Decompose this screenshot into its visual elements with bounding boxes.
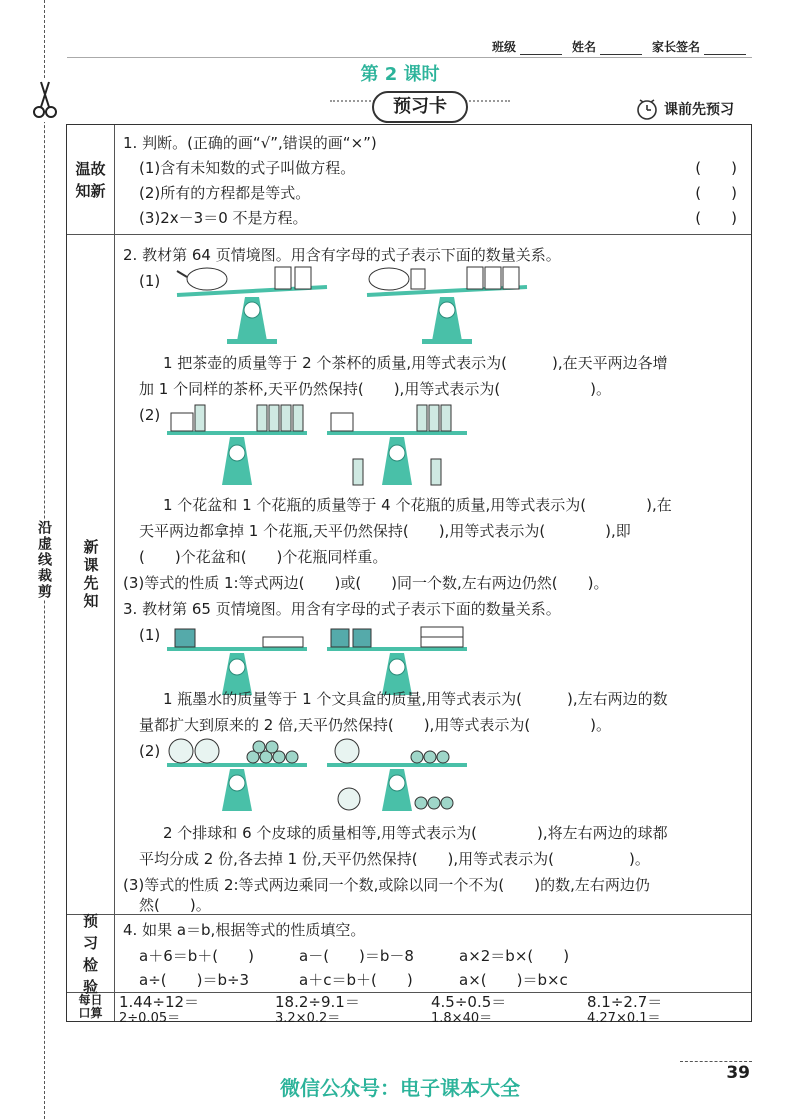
vase — [281, 405, 291, 431]
q4-row-2 — [123, 969, 743, 990]
q4-item: a×2＝b×( ) — [459, 947, 570, 965]
q4-row-1 — [123, 945, 743, 966]
q2-2-line-3: ( )个花盆和( )个花瓶同样重。 — [139, 548, 388, 566]
teapot — [369, 268, 409, 290]
q3-1-line-2: 量都扩大到原来的 2 倍,天平仍然保持( ),用等式表示为( )。 — [139, 716, 612, 734]
q3-2-line-2: 平均分成 2 份,各去掉 1 份,天平仍然保持( ),用等式表示为( )。 — [139, 850, 650, 868]
cup — [411, 269, 425, 289]
header-divider — [67, 57, 752, 58]
cup — [295, 267, 311, 289]
preread-badge — [635, 97, 734, 121]
ink-balance-picture — [167, 619, 597, 699]
pencil-case — [263, 637, 303, 647]
lesson-title: 第 2 课时 — [360, 64, 440, 85]
review-title: 1. 判断。(正确的画“√”,错误的画“×”) — [123, 134, 377, 152]
vase — [429, 405, 439, 431]
teapot — [187, 268, 227, 290]
parent-signature-label: 家长签名 — [651, 40, 700, 54]
flowerpot — [171, 413, 193, 431]
daily-arithmetic-section — [67, 993, 751, 1026]
pencil-case — [421, 627, 463, 637]
vase — [441, 405, 451, 431]
student-info-fields — [492, 38, 752, 55]
q3-1-line-1: 1 瓶墨水的质量等于 1 个文具盒的质量,用等式表示为( ),左右两边的数 — [163, 690, 668, 708]
rubber-ball — [411, 751, 423, 763]
q3-2-line-1: 2 个排球和 6 个皮球的质量相等,用等式表示为( ),将左右两边的球都 — [163, 824, 668, 842]
preview-check-label: 预习检验 — [67, 915, 115, 992]
new-lesson-section — [67, 235, 751, 915]
q2-2-line-2: 天平两边都拿掉 1 个花瓶,天平仍然保持( ),用等式表示为( ),即 — [139, 522, 631, 540]
rubber-ball — [428, 797, 440, 809]
answer-box[interactable]: ( ) — [695, 159, 737, 177]
footer-watermark: 微信公众号：电子课本大全 — [280, 1076, 520, 1100]
vase — [257, 405, 267, 431]
cup — [503, 267, 519, 289]
vase — [431, 459, 441, 485]
review-item-2-text: (2)所有的方程都是等式。 — [139, 184, 311, 202]
volleyball — [338, 788, 360, 810]
pencil-case — [421, 637, 463, 647]
flowerpot-balance-picture — [167, 399, 597, 489]
q4-item: a÷( )＝b÷3 — [139, 971, 250, 989]
vase — [293, 405, 303, 431]
rubber-ball — [441, 797, 453, 809]
balance-scale — [327, 433, 467, 485]
preview-check-section — [67, 911, 751, 996]
answer-box[interactable]: ( ) — [695, 184, 737, 202]
teapot-balance-picture — [167, 265, 597, 345]
daily-item: 1.44÷12＝ — [119, 993, 200, 1011]
clock-icon — [635, 97, 659, 121]
rubber-ball — [415, 797, 427, 809]
review-item-1-text: (1)含有未知数的式子叫做方程。 — [139, 159, 356, 177]
preread-label: 课前先预习 — [664, 102, 734, 118]
daily-arithmetic-label: 每日口算 — [67, 993, 115, 1021]
q2-1-number: (1) — [139, 272, 161, 290]
rubber-ball — [437, 751, 449, 763]
review-label: 温故知新 — [67, 125, 115, 234]
review-item-1 — [123, 158, 743, 178]
daily-row-2 — [119, 1007, 743, 1026]
volleyball — [169, 739, 193, 763]
balance-scale — [167, 433, 307, 485]
cup — [485, 267, 501, 289]
answer-box[interactable]: ( ) — [695, 209, 737, 227]
page-number: 39 — [726, 1063, 750, 1083]
ink-bottle — [175, 629, 195, 647]
q2-2-line-1: 1 个花盆和 1 个花瓶的质量等于 4 个花瓶的质量,用等式表示为( ),在 — [163, 496, 672, 514]
class-label: 班级 — [491, 40, 516, 54]
q4-item: a－( )＝b－8 — [299, 947, 414, 965]
daily-item: 2÷0.05＝ — [119, 1011, 181, 1026]
volleyball — [195, 739, 219, 763]
q4-item: a＋c＝b＋( ) — [299, 971, 413, 989]
q2-1-line-1: 1 把茶壶的质量等于 2 个茶杯的质量,用等式表示为( ),在天平两边各增 — [163, 354, 668, 372]
vase — [353, 459, 363, 485]
page-number-divider — [680, 1061, 752, 1062]
ball-balance-picture — [167, 735, 597, 815]
q3-3-line-1: (3)等式的性质 2:等式两边乘同一个数,或除以同一个不为( )的数,左右两边仍 — [123, 876, 650, 894]
daily-item: 8.1÷2.7＝ — [587, 993, 663, 1011]
vase — [195, 405, 205, 431]
review-item-2 — [123, 183, 743, 203]
preview-card-title: 预习卡 — [372, 91, 468, 123]
q3-3-line-2: 然( )。 — [139, 896, 211, 914]
q2-2-number: (2) — [139, 406, 161, 424]
worksheet-table — [66, 124, 752, 1026]
q3-title: 3. 教材第 65 页情境图。用含有字母的式子表示下面的数量关系。 — [123, 600, 561, 618]
ink-bottle — [353, 629, 371, 647]
daily-item: 4.27×0.1＝ — [587, 1011, 661, 1026]
vase — [269, 405, 279, 431]
q2-3: (3)等式的性质 1:等式两边( )或( )同一个数,左右两边仍然( )。 — [123, 574, 609, 592]
daily-item: 1.8×40＝ — [431, 1011, 493, 1026]
vase — [417, 405, 427, 431]
ink-bottle — [331, 629, 349, 647]
name-label: 姓名 — [571, 40, 596, 54]
rubber-ball — [253, 741, 265, 753]
rubber-ball — [286, 751, 298, 763]
rubber-ball — [266, 741, 278, 753]
daily-item: 18.2÷9.1＝ — [275, 993, 360, 1011]
q3-2-number: (2) — [139, 742, 161, 760]
balance-scale — [367, 287, 527, 344]
q2-title: 2. 教材第 64 页情境图。用含有字母的式子表示下面的数量关系。 — [123, 246, 561, 264]
cup — [467, 267, 483, 289]
flowerpot — [331, 413, 353, 431]
q3-1-number: (1) — [139, 626, 161, 644]
q4-item: a＋6＝b＋( ) — [139, 947, 254, 965]
balance-scale — [177, 287, 327, 344]
cup — [275, 267, 291, 289]
q4-item: a×( )＝b×c — [459, 971, 568, 989]
review-item-3-text: (3)2x－3＝0 不是方程。 — [139, 209, 308, 227]
rubber-ball — [424, 751, 436, 763]
q2-1-line-2: 加 1 个同样的茶杯,天平仍然保持( ),用等式表示为( )。 — [139, 380, 612, 398]
balance-scale — [167, 765, 307, 811]
parent-signature-blank[interactable] — [704, 38, 746, 55]
new-lesson-label: 新课先知 — [67, 235, 115, 914]
daily-item: 3.2×0.2＝ — [275, 1011, 341, 1026]
review-item-3 — [123, 208, 743, 228]
name-blank[interactable] — [600, 38, 642, 55]
class-blank[interactable] — [520, 38, 562, 55]
volleyball — [335, 739, 359, 763]
daily-item: 4.5÷0.5＝ — [431, 993, 507, 1011]
review-section — [67, 125, 751, 235]
cut-instruction: 沿虚线裁剪 — [34, 520, 56, 600]
q4-title: 4. 如果 a＝b,根据等式的性质填空。 — [123, 921, 366, 939]
